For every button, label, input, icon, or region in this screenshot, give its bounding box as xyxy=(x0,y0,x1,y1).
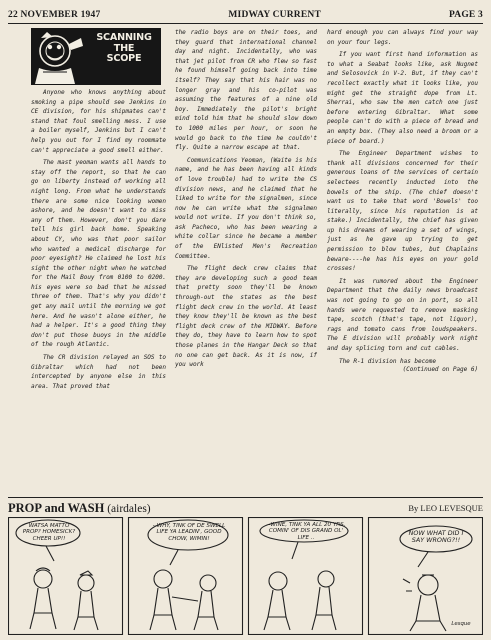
page-number: PAGE 3 xyxy=(448,10,483,20)
paragraph: the radio boys are on their toes, and they guard that international channel day and night. Incidentally, who was that jet pilot from CR who flew so fast he found himself going back into time itself? They say that his hair was no longer gray and his co-pilot was assuming the features of a nine old boy. Immediately the pilot's bright mind told him that he should slow down to 1000 miles per hour, or soon he would go back to the time he couldn't fly. Quite a narrow escape at that. xyxy=(175,29,317,152)
paragraph: The flight deck crew claims that they are developing such a good team that pretty soon they'll be known through-out the states as the best flight deck crew in the world. At least they know they'll be known as the best flight deck crew of the MIDWAY. Before they do, they have to learn how to spot those planes in the Hangar Deck so that no one can get back. As it is now, if you work xyxy=(175,265,317,369)
page-header xyxy=(8,8,483,22)
text-column-1 xyxy=(31,88,166,394)
paragraph: Anyone who knows anything about smoking a pipe should see Jenkins in CE division, for his shipmates can't stand that foul smelling mess. I use a boiler myself, Jenkins but I can't help you out for I find my roommate can't appreciate a good smell either. xyxy=(31,89,166,154)
paragraph: hard enough you can always find your way on your four legs. xyxy=(327,29,478,46)
paragraph: If you want first hand information as to what a Seabat looks like, ask Nugnet and Selosovick in V-2. But, if they can't recollect exactly what it looks like, you might get the straight dope from Lt. Sherrai, who saw the men catch one just before entering Gibraltar. What some people can't do with a piece of bread and an empty box. (They also need a broom or a piece of board.) xyxy=(327,51,478,145)
paragraph: Communications Yeoman, (Waite is his name, and he has been having all kinds of love trouble) had to write the CS division news, and he claimed that he liked to write for the signalmen, since now he can write what the signalmen would not write. If you don't think so, ask Pacheco, who has been wearing a white collar since he became a member of the ENlisted Men's Recreation Committee. xyxy=(175,156,317,260)
comic-title: PROP and WASH xyxy=(8,500,105,515)
column-title: SCANNING THE SCOPE xyxy=(96,32,152,64)
paragraph: The CR division relayed an SOS to Gibraltar which had not been intercepted by anyone else in this area. That proved that xyxy=(31,354,166,390)
paragraph: The Engineer Department wishes to thank all divisions concerned for their generous loans of the services of certain selectees recently inducted into the bowels of the ship. (The chief doesn't want us to take that word 'Bowels' too literally, since his reputation is at stake.) Incidentally, the chief has given up his dreams of wearing a set of wings, just as he gave up trying to get permission to blow tubes, but Chaplains beware----he has his eyes on your gold crosses! xyxy=(327,150,478,273)
speech-bubble-2: --WHY, TINK OF DE SWELL LIFE YA LEADIN', GOOD CHOW, WIMIN! xyxy=(152,523,226,542)
header-rule xyxy=(8,23,483,24)
paragraph: It was rumored about the Engineer Department that the daily news broadcast was not going to go on in port, so all hands were requested to remove masking tape, scotch (that's tape, not liquor), rags and tomato cans from loudspeakers. The E division will probably work night and day splicing torn and cut cables. xyxy=(327,277,478,352)
comic-strip xyxy=(8,517,483,635)
comic-byline: By LEO LEVESQUE xyxy=(408,503,483,513)
artist-signature: Lesque xyxy=(451,621,471,627)
speech-bubble-1: WATSA MATTO PROP? HOMESICK? CHEER UP!! xyxy=(22,523,76,542)
speech-bubble-3: --WINE, TINK YA ALL 20 YRS. COMIN' OF DIS GRAND OL' LIFE .. xyxy=(266,522,346,541)
text-column-3 xyxy=(327,28,478,375)
text-column-2 xyxy=(175,28,317,373)
paragraph: The R-1 division has become xyxy=(339,357,436,365)
continued-note: (Continued on Page 6) xyxy=(402,366,478,374)
issue-date: 22 NOVEMBER 1947 xyxy=(8,10,101,20)
speech-bubble-4: NOW WHAT DID I SAY WRONG?!! xyxy=(408,529,464,545)
comic-title-block xyxy=(8,501,151,516)
comic-subtitle: (airdales) xyxy=(107,502,151,515)
masthead: MIDWAY CURRENT xyxy=(228,10,321,20)
comic-strip-header xyxy=(8,500,483,516)
paragraph: The mast yeoman wants all hands to stay off the report, so that he can go on liberty instead of working all night long. From what he understands there are some nice looking women ashore, and he doesn't want to miss any of them. However, don't you dare tell his girl back home. Speaking about CY, who was that poor sailor who wanted a medical discharge for poor eyesight? He claimed he lost his sight the other night when he watched for the Mail Bouy from 0100 to 0200. his eyes were so bad that he missed three of them. That's why you didn't get any mail until the morning we got here. And he wasn't alone either, he had a helper. It's a good thing they don't put those buoys in the middle of the rough Atlantic. xyxy=(31,159,166,349)
scanning-the-scope-logo xyxy=(31,28,161,85)
comic-strip-rule xyxy=(8,497,483,498)
